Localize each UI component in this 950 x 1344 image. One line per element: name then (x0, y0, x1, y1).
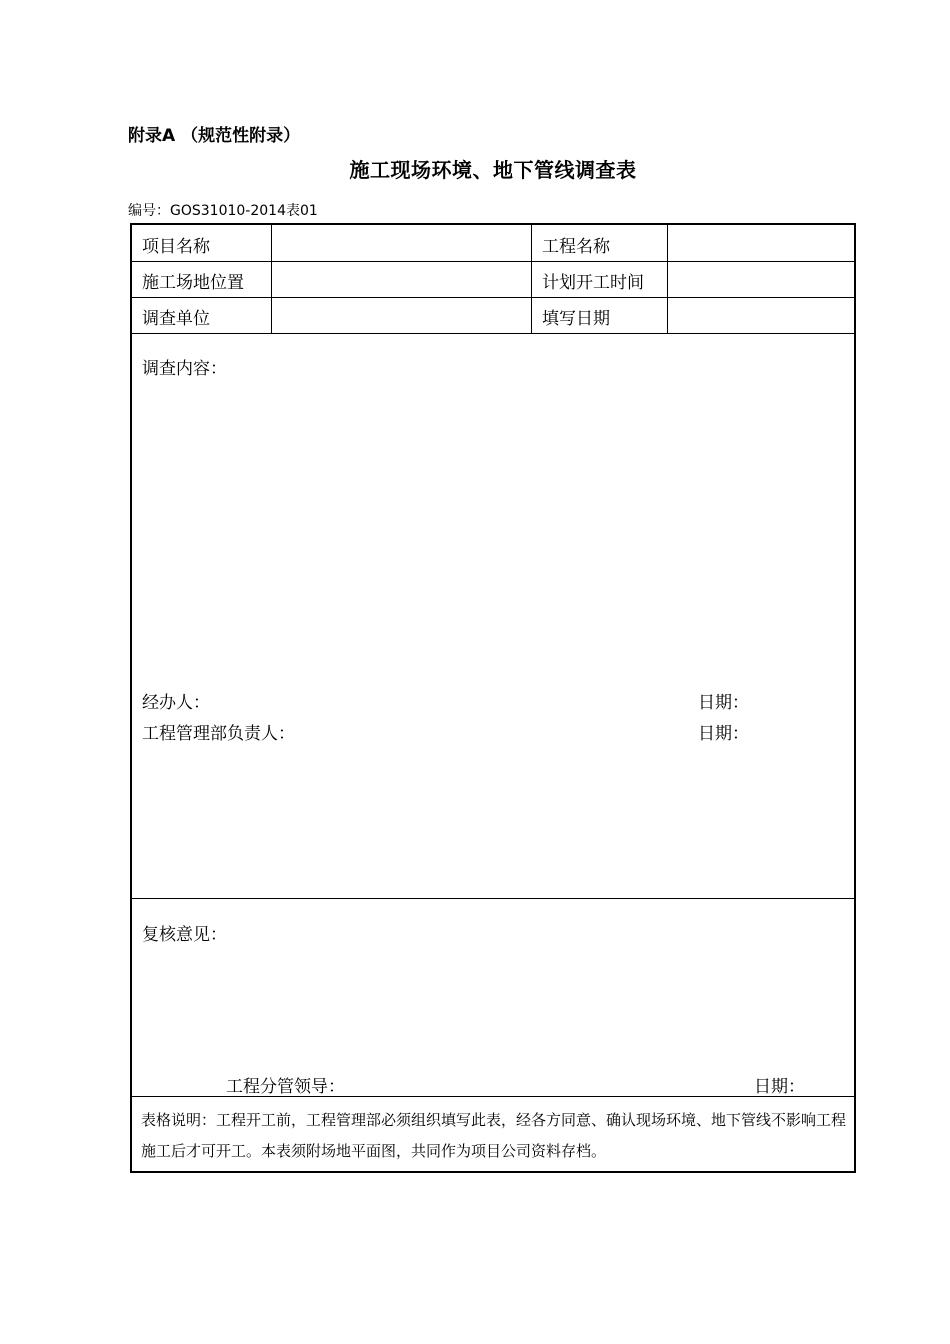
appendix-heading: 附录A （规范性附录） (128, 126, 301, 146)
row-divider (132, 898, 854, 899)
row-divider (132, 261, 854, 262)
leader-label: 工程分管领导： (226, 1077, 345, 1097)
form-code: 编号：GOS31010-2014表01 (128, 203, 318, 219)
survey-form-table (130, 223, 856, 1173)
survey-unit-label: 调查单位 (142, 309, 210, 329)
column-divider (531, 225, 532, 333)
row-divider (132, 333, 854, 334)
row-divider (132, 297, 854, 298)
dept-head-label: 工程管理部负责人： (142, 724, 295, 744)
project-name-label: 项目名称 (142, 237, 210, 257)
handler-label: 经办人： (142, 693, 210, 713)
form-title: 施工现场环境、地下管线调查表 (349, 158, 637, 182)
fill-date-label: 填写日期 (542, 309, 610, 329)
review-opinion-label: 复核意见： (142, 925, 227, 945)
form-instructions: 表格说明：工程开工前，工程管理部必须组织填写此表，经各方同意、确认现场环境、地下管线不影响工程施工后才可开工。本表须附场地平面图，共同作为项目公司资料存档。 (141, 1111, 847, 1160)
site-location-label: 施工场地位置 (142, 273, 244, 293)
column-divider (667, 225, 668, 333)
planned-start-label: 计划开工时间 (542, 273, 644, 293)
dept-head-date-label: 日期： (698, 724, 749, 744)
survey-content-label: 调查内容： (142, 359, 227, 379)
leader-date-label: 日期： (754, 1077, 805, 1097)
handler-date-label: 日期： (698, 693, 749, 713)
column-divider (271, 225, 272, 333)
engineering-name-label: 工程名称 (542, 237, 610, 257)
